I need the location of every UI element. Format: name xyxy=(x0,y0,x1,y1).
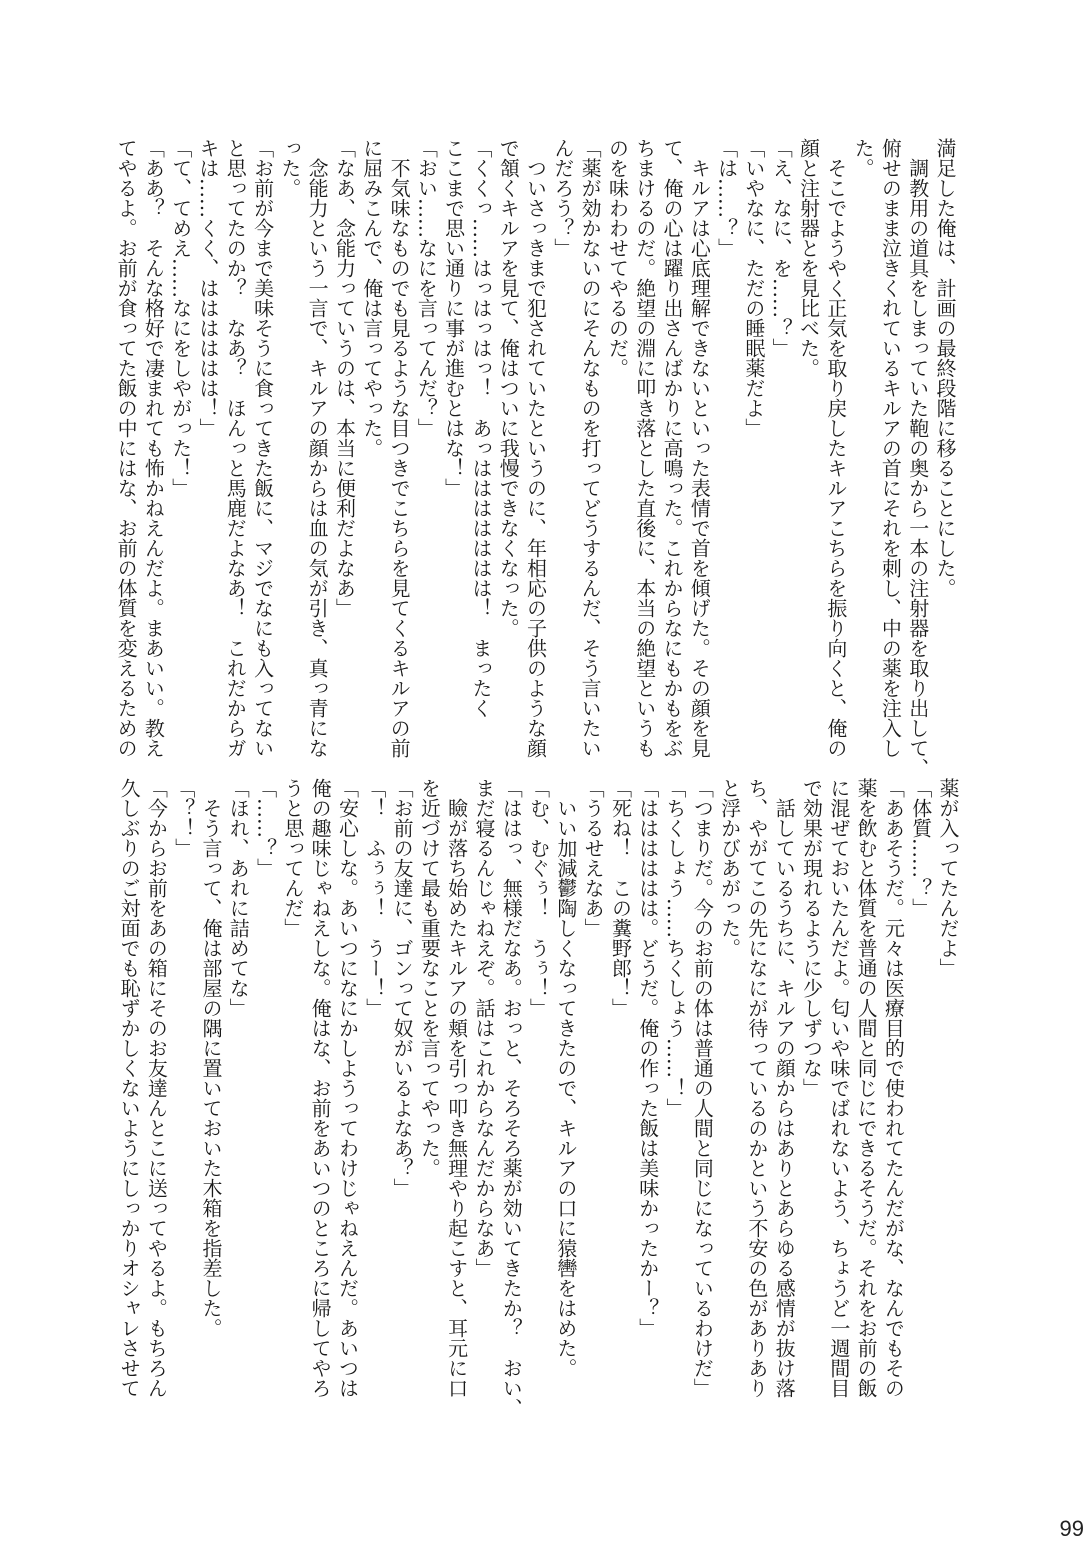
text-line: 「ああそうだ。元々は医療目的で使われてたんだがな、なんでもその xyxy=(881,778,906,1398)
text-line: 「！ ふぅぅ！ うー！」 xyxy=(362,778,387,1018)
text-line: そこでようやく正気を取り戻したキルアこちらを振り向くと、俺の xyxy=(823,138,848,758)
text-line: 満足した俺は、計画の最終段階に移ることにした。 xyxy=(933,138,957,598)
text-line: 「ああ？ そんな格好で凄まれても怖かねえんだよ。まあいい。教え xyxy=(141,138,166,758)
text-line: まだ寝るんじゃねえぞ。話はこれからなんだからなあ」 xyxy=(471,778,496,1278)
text-line: 薬を飲むと体質を普通の人間と同じにできるそうだ。それをお前の飯 xyxy=(854,778,879,1398)
text-line: キルアは心底理解できないといった表情で首を傾げた。その顔を見 xyxy=(687,138,712,758)
text-line: 「なあ、念能力っていうのは、本当に便利だよなあ」 xyxy=(332,138,357,618)
text-line: と思ってたのか？ なあ？ ほんっと馬鹿だよなあ！ これだからガ xyxy=(223,138,248,758)
text-line: キは……くく、はははははは！」 xyxy=(195,138,220,438)
text-line: 「ははっ、無様だなあ。おっと、そろそろ薬が効いてきたか？ おい、 xyxy=(499,778,524,1418)
text-line: 顔と注射器とを見比べた。 xyxy=(796,138,821,378)
text-line: 薬が入ってたんだよ」 xyxy=(936,778,960,978)
text-line: のを味わわせてやるのだ。 xyxy=(605,138,630,378)
text-line: て、俺の心は躍り出さんばかりに高鳴った。これからなにもかもをぶ xyxy=(660,138,685,758)
text-line: 不気味なものでも見るような目つきでこちらを見てくるキルアの前 xyxy=(387,138,412,758)
text-line: 「は……？」 xyxy=(714,138,739,258)
text-line: 「うるせえなあ」 xyxy=(581,778,606,938)
text-line: そう言って、俺は部屋の隅に置いておいた木箱を指差した。 xyxy=(198,778,223,1338)
text-line: ここまで思い通りに事が進むとはな！」 xyxy=(441,138,466,498)
text-block-bottom xyxy=(115,778,961,1428)
text-line: 久しぶりのご対面でも恥ずかしくないようにしっかりオシャレさせて xyxy=(117,778,142,1398)
text-line: で頷くキルアを見て、俺はついに我慢できなくなった。 xyxy=(496,138,521,638)
text-line: に屈みこんで、俺は言ってやった。 xyxy=(359,138,384,458)
text-line: 「体質……？」 xyxy=(908,778,933,918)
text-line: った。 xyxy=(277,138,302,198)
text-line: んだろう？」 xyxy=(550,138,575,258)
text-line: で効果が現れるように少しずつな」 xyxy=(799,778,824,1098)
text-line: 「……？」 xyxy=(253,778,278,878)
text-line: 「お前が今まで美味そうに食ってきた飯に、マジでなにも入ってない xyxy=(250,138,275,758)
text-line: 念能力という一言で、キルアの顔からは血の気が引き、真っ青にな xyxy=(305,138,330,758)
text-line: いい加減鬱陶しくなってきたので、キルアの口に猿轡をはめた。 xyxy=(553,778,578,1378)
text-line: 「ほれ、あれに詰めてな」 xyxy=(226,778,251,1018)
text-line: ちまけるのだ。絶望の淵に叩き落とした直後に、本当の絶望というも xyxy=(632,138,657,758)
text-line: てやるよ。お前が食ってた飯の中にはな、お前の体質を変えるための xyxy=(114,138,139,758)
page-number: 99 xyxy=(1059,1516,1084,1541)
text-line: ち、やがてこの先になにが待っているのかという不安の色がありあり xyxy=(744,778,769,1398)
text-line: 「え、なに、を……？」 xyxy=(769,138,794,358)
text-line: 「はははははは。どうだ。俺の作った飯は美味かったかー？」 xyxy=(635,778,660,1338)
text-block-top xyxy=(112,138,958,778)
text-line: 「安心しな。あいつになにかしようってわけじゃねえんだ。あいつは xyxy=(335,778,360,1398)
text-line: 「死ね！ この糞野郎！」 xyxy=(608,778,633,1018)
text-line: 「お前の友達に、ゴンって奴がいるよなあ？」 xyxy=(390,778,415,1198)
text-line: 俺の趣味じゃねえしな。俺はな、お前をあいつのところに帰してやろ xyxy=(308,778,333,1398)
text-line: 「つまりだ。今のお前の体は普通の人間と同じになっているわけだ」 xyxy=(690,778,715,1398)
text-line: 「て、てめえ……なにをしやがった！」 xyxy=(168,138,193,498)
text-line: 「くくっ……はっはっはっ！ あっははははははは！ まったく xyxy=(468,138,493,718)
text-line: 話しているうちに、キルアの顔からはありとあらゆる感情が抜け落 xyxy=(772,778,797,1398)
text-line: 調教用の道具をしまっていた鞄の奥から一本の注射器を取り出して、 xyxy=(905,138,930,778)
text-line: ついさっきまで犯されていたというのに、年相応の子供のような顔 xyxy=(523,138,548,758)
text-line: 「今からお前をあの箱にそのお友達んとこに送ってやるよ。もちろん xyxy=(144,778,169,1398)
text-line: 「いやなに、ただの睡眠薬だよ」 xyxy=(741,138,766,438)
text-line: 俯せのまま泣きくれているキルアの首にそれを刺し、中の薬を注入し xyxy=(878,138,903,758)
text-line: 「ちくしょう……ちくしょう……！」 xyxy=(663,778,688,1118)
text-line: 「おい……なにを言ってんだ？」 xyxy=(414,138,439,438)
text-line: と浮かびあがった。 xyxy=(717,778,742,958)
text-line: 瞼が落ち始めたキルアの頬を引っ叩き無理やり起こすと、耳元に口 xyxy=(444,778,469,1398)
text-line: 「？！」 xyxy=(171,778,196,858)
text-line: 「む、むぐぅ！ うぅ！」 xyxy=(526,778,551,1018)
text-line: に混ぜておいたんだよ。匂いや味でばれないよう、ちょうど一週間目 xyxy=(826,778,851,1398)
text-line: を近づけて最も重要なことを言ってやった。 xyxy=(417,778,442,1178)
text-line: 「薬が効かないのにそんなものを打ってどうするんだ、そう言いたい xyxy=(578,138,603,758)
text-line: うと思ってんだ」 xyxy=(280,778,305,938)
text-line: た。 xyxy=(851,138,876,178)
